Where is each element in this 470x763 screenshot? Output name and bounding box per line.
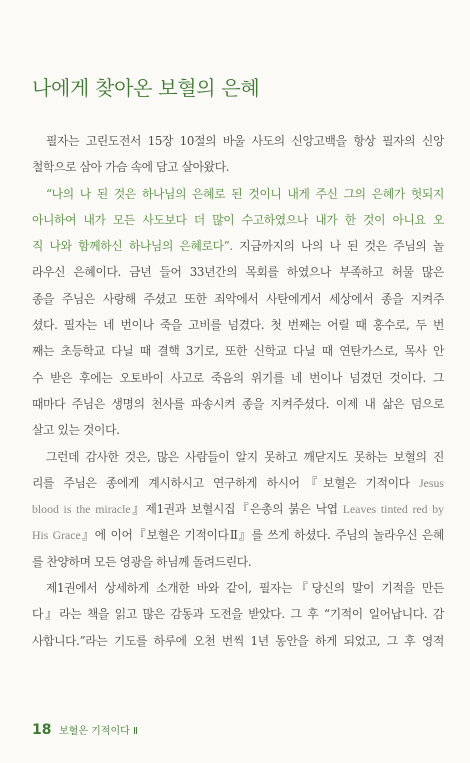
text-line: 다』라는 책을 읽고 많은 감동과 도전을 받았다. 그 후 “기적이 일어납니다. 감 xyxy=(32,607,444,622)
chapter-title: 나에게 찾아온 보혈의 은혜 xyxy=(32,76,260,100)
page-number: 18 xyxy=(32,722,52,738)
text-line xyxy=(32,522,444,548)
text-fragment: 지금까지의 나의 나 된 것은 주님의 놀 xyxy=(232,239,444,254)
text-line: 째는 초등학교 다닐 때 결핵 3기로, 또한 신학교 다닐 때 연탄가스로, 목사 안 xyxy=(32,344,444,359)
text-fragment: 리를 주님은 종에게 계시하시고 연구하게 하시어『보혈은 기적이다 xyxy=(32,475,420,490)
text-line: 라우신 은혜이다. 금년 들어 33년간의 목회를 하였으나 부족하고 허물 많은 xyxy=(32,265,444,280)
english-title-fragment: Jesus xyxy=(419,475,444,490)
quote-fragment: 직 나와 함께하신 하나님의 은혜로다”. xyxy=(32,239,233,254)
text-line: 사합니다.”라는 기도를 하루에 오천 번씩 1년 동안을 하게 되었고, 그 후 영적 xyxy=(32,633,444,648)
text-line: 필자는 고린도전서 15장 10절의 바울 사도의 신앙고백을 항상 필자의 신앙 xyxy=(46,134,444,148)
text-line: 살고 있는 것이다. xyxy=(32,423,120,438)
english-title-fragment: blood is the miracle xyxy=(32,502,131,517)
english-title-fragment: His Grace xyxy=(32,528,81,543)
text-fragment: 』제1권과 보혈시집『은총의 붉은 낙엽 xyxy=(130,502,343,517)
text-line: 종을 주님은 사랑해 주셨고 또한 죄악에서 사탄에게서 세상에서 종을 지켜주 xyxy=(32,291,444,306)
body-text xyxy=(32,128,444,654)
text-line: 수 받은 후에는 오토바이 사고로 죽음의 위기를 네 번이나 넘겼던 것이다. 그 xyxy=(32,370,444,385)
english-title-fragment: Leaves tinted red by xyxy=(342,502,444,517)
text-line: 그런데 감사한 것은, 많은 사람들이 알지 못하고 깨닫지도 못하는 보혈의 진 xyxy=(46,449,444,464)
quote-line: 아니하여 내가 모든 사도보다 더 많이 수고하였으나 내가 한 것이 아니요 오 xyxy=(32,212,444,227)
page-footer xyxy=(32,722,138,738)
text-line: 철학으로 삼아 가슴 속에 담고 살아왔다. xyxy=(32,160,230,175)
running-title: 보혈은 기적이다 Ⅱ xyxy=(58,726,138,737)
text-line: 셨다. 필자는 네 번이나 죽을 고비를 넘겼다. 첫 번째는 어릴 때 홍수로, 두 번 xyxy=(32,318,444,333)
text-fragment: 』에 이어『보혈은 기적이다Ⅱ』를 쓰게 하셨다. 주님의 놀라우신 은혜 xyxy=(80,528,445,543)
text-line xyxy=(32,496,444,522)
text-line xyxy=(32,470,444,496)
text-line: 를 찬양하며 모든 영광을 하님께 돌려드린다. xyxy=(32,554,252,569)
text-line xyxy=(32,233,444,259)
text-line: 제1권에서 상세하게 소개한 바와 같이, 필자는『당신의 말이 기적을 만든 xyxy=(46,581,444,596)
quote-line: “나의 나 된 것은 하나님의 은혜로 된 것이니 내게 주신 그의 은혜가 헛되지 xyxy=(46,186,444,201)
text-line: 때마다 주님은 생명의 천사를 파송시켜 종을 지켜주셨다. 이제 내 삶은 덤으로 xyxy=(32,396,444,411)
